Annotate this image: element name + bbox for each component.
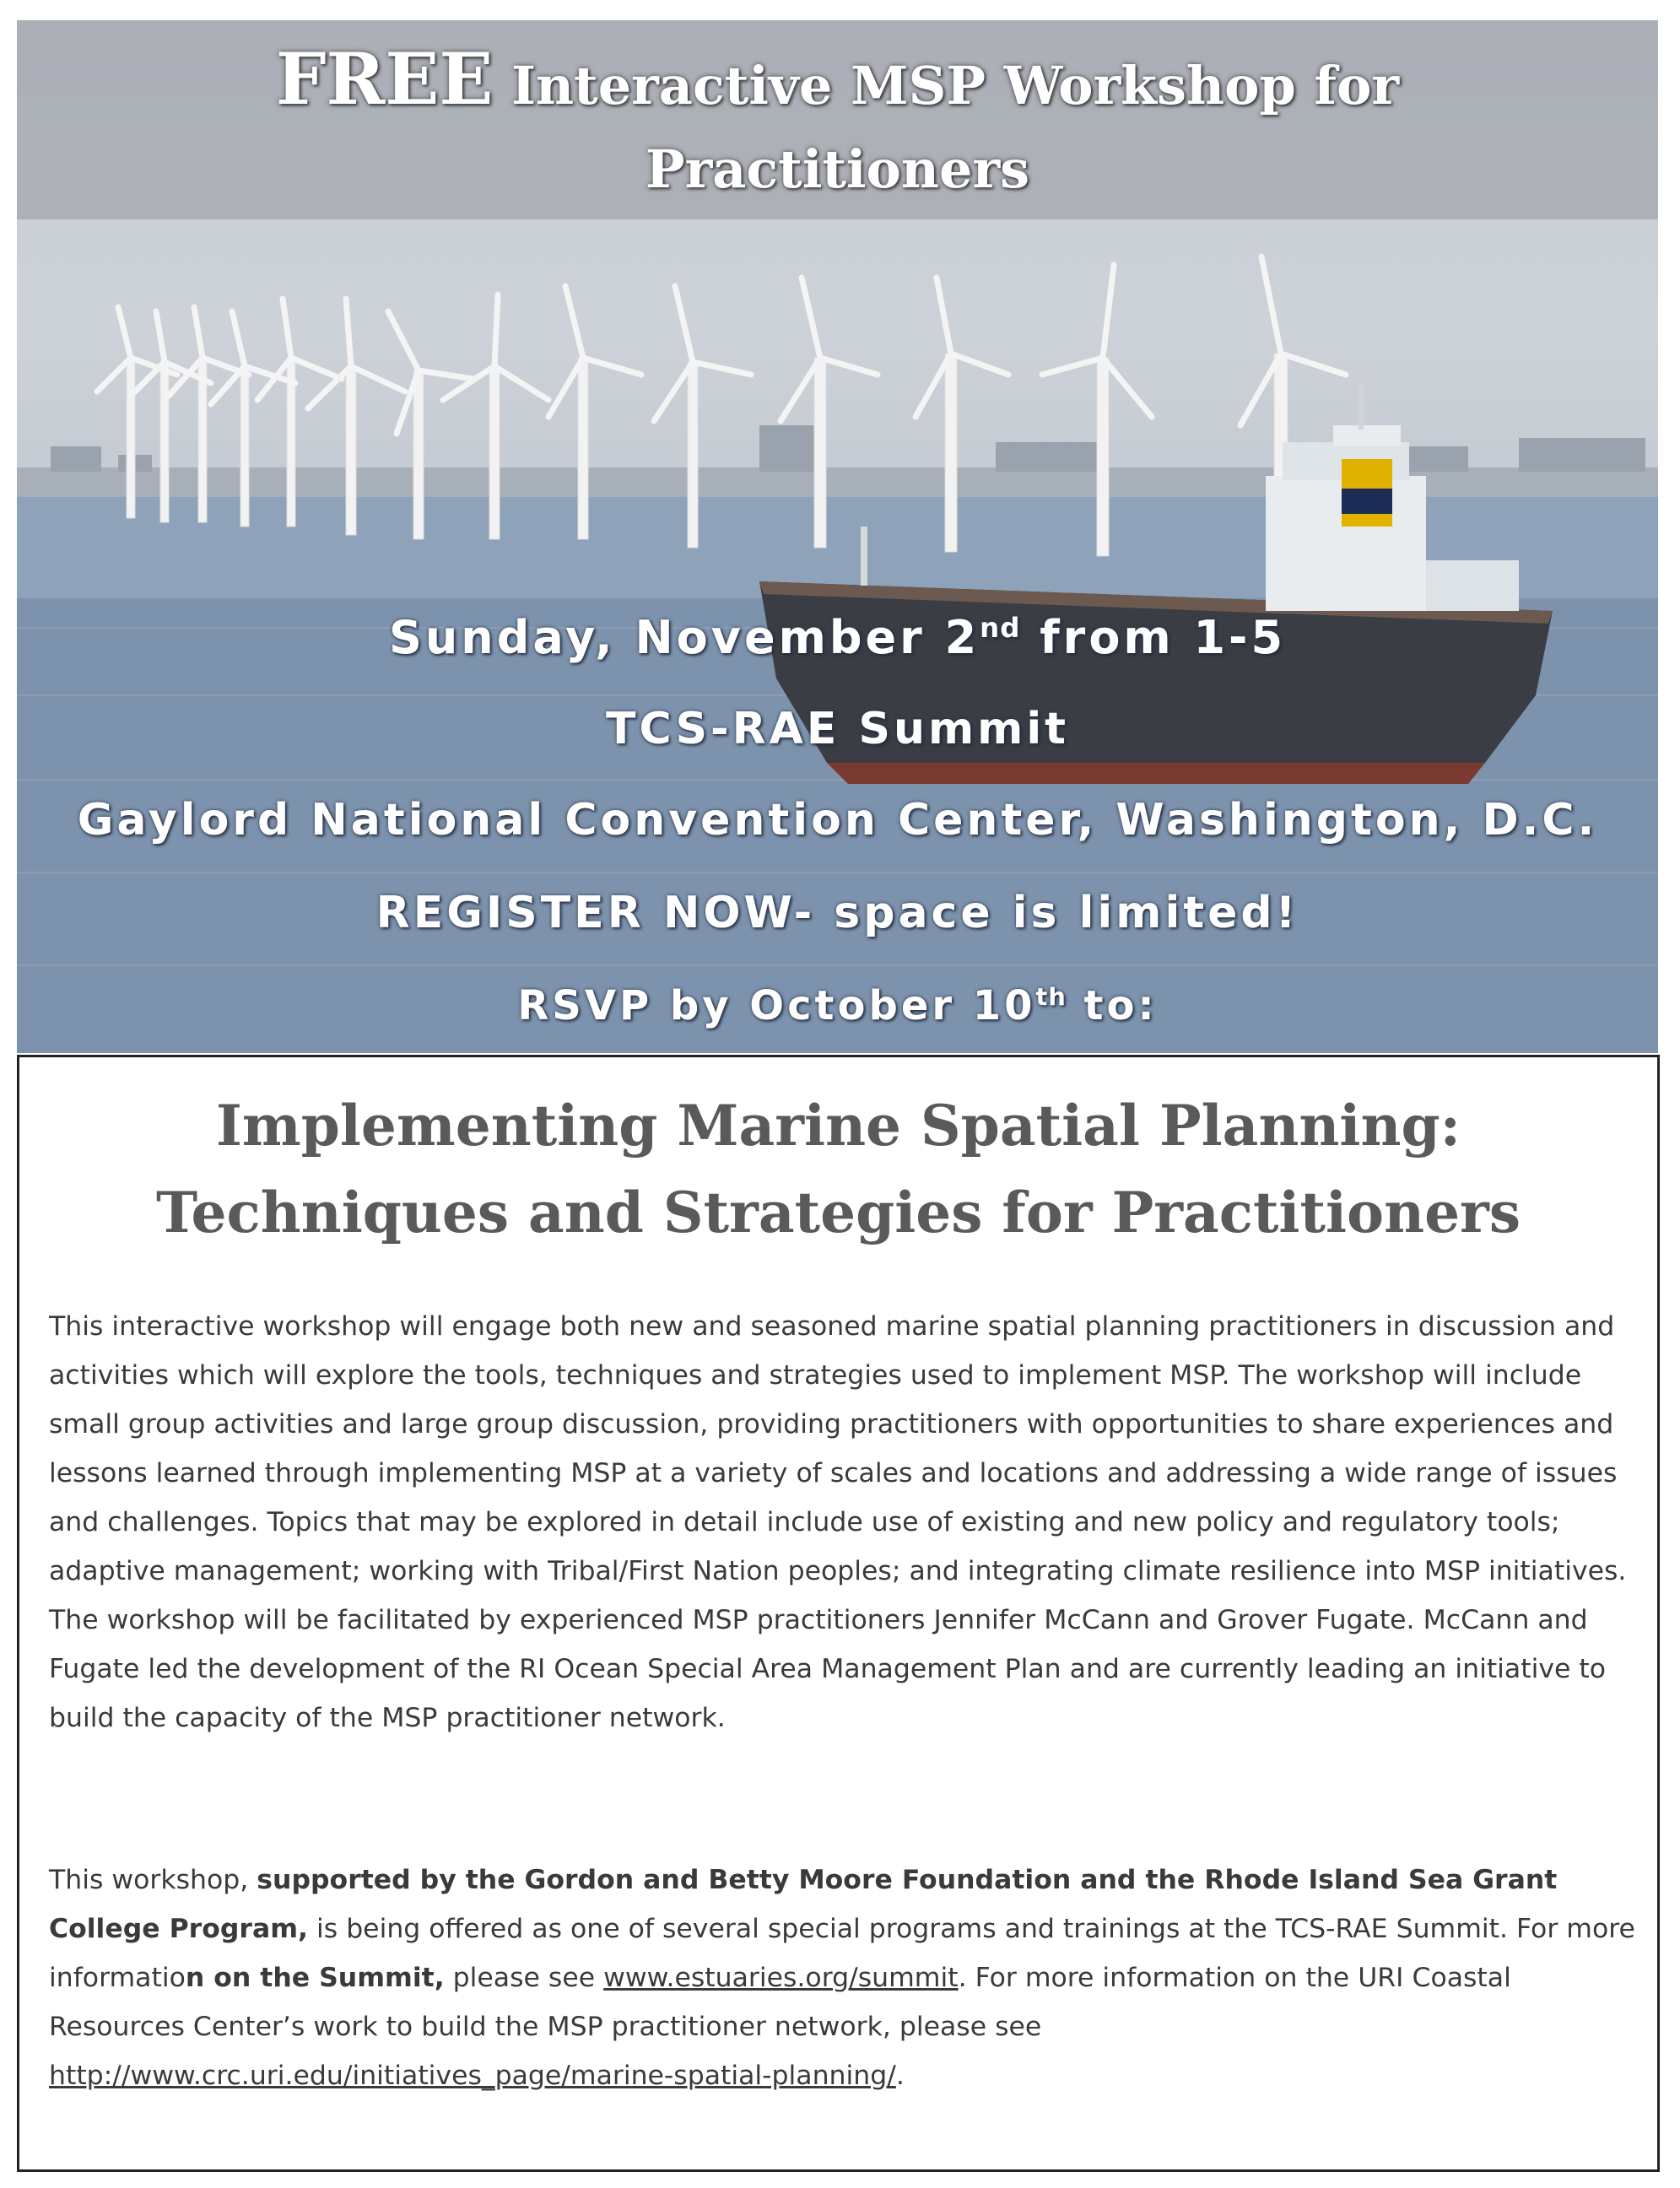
event-date bbox=[17, 611, 1658, 664]
hero-image-area bbox=[17, 20, 1658, 1053]
hero-title-line1-text: Interactive MSP Workshop for bbox=[493, 55, 1400, 116]
workshop-description-paragraph: This interactive workshop will engage both new and seasoned marine spatial planning practitioners in discussion and activities which will explore the tools, techniques and strategies used to implement MSP. The workshop will include small group activities and large group discussion, providing practitioners with opportunities to share experiences and lessons learned through implementing MSP at a variety of scales and locations and addressing a wide range of issues and challenges. Topics that may be explored in detail include use of existing and new policy and regulatory tools; adaptive management; working with Tribal/First Nation peoples; and integrating climate resilience into MSP initiatives. The workshop will be facilitated by experienced MSP practitioners Jennifer McCann and Grover Fugate. McCann and Fugate led the development of the RI Ocean Special Area Management Plan and are currently leading an initiative to build the capacity of the MSP practitioner network. bbox=[49, 1311, 1627, 1733]
free-label: FREE bbox=[275, 37, 494, 121]
p2-mid3: . For more information on the URI Coastal Resources Center’s work to build the MSP practitioner network, please see bbox=[49, 1963, 1511, 2042]
p2-end: . bbox=[895, 2061, 905, 2091]
event-venue: Gaylord National Convention Center, Washington, D.C. bbox=[77, 795, 1598, 845]
workshop-title-line1: Implementing Marine Spatial Planning: bbox=[216, 1093, 1461, 1159]
crc-msp-link[interactable]: http://www.crc.uri.edu/initiatives_page/marine-spatial-planning/ bbox=[49, 2061, 896, 2091]
summit-link[interactable]: www.estuaries.org/summit bbox=[603, 1963, 959, 1993]
register-notice: REGISTER NOW- space is limited! bbox=[375, 888, 1299, 938]
hero-title-line1 bbox=[17, 37, 1658, 121]
rsvp-prefix: RSVP by October 10 bbox=[517, 982, 1036, 1029]
rsvp-suffix: to: bbox=[1066, 982, 1158, 1029]
workshop-description-box bbox=[17, 1055, 1660, 2172]
rsvp-deadline bbox=[17, 982, 1658, 1029]
event-date-ordinal: nd bbox=[980, 612, 1021, 644]
sponsor-info-paragraph bbox=[49, 1856, 1644, 2100]
event-date-suffix: from 1-5 bbox=[1020, 611, 1287, 664]
rsvp-ordinal: th bbox=[1035, 982, 1067, 1011]
p2-mid1: is being offered as one of several special programs and trainings at the TCS-RAE Summit. For more informatio bbox=[49, 1914, 1635, 1993]
summit-bold: n on the Summit, bbox=[185, 1963, 445, 1993]
sponsors-bold: supported by the Gordon and Betty Moore Foundation and the Rhode Island Sea Grant College Program, bbox=[49, 1865, 1558, 1944]
workshop-title-line2: Techniques and Strategies for Practitioners bbox=[156, 1180, 1521, 1245]
event-date-prefix: Sunday, November 2 bbox=[388, 611, 980, 664]
p2-mid2: please see bbox=[444, 1963, 604, 1993]
hero-title-line2: Practitioners bbox=[645, 138, 1030, 200]
p2-start: This workshop, bbox=[49, 1865, 257, 1895]
event-name: TCS-RAE Summit bbox=[605, 704, 1070, 754]
